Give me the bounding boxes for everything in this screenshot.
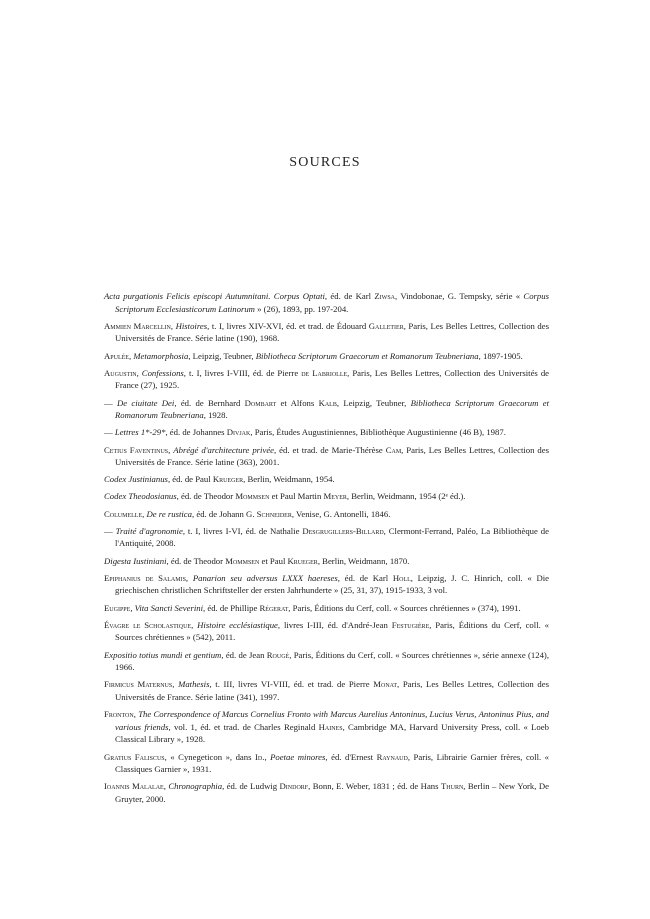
entry-author-text: Schneider [256, 508, 292, 519]
entry-text: , Leipzig, J. C. Hinrich, coll. « Die griechischen christlichen Schriftsteller der ersten Jahrhunderte » (25, 31, 37), 1915-1933, 3 vol. [115, 572, 549, 596]
entry-text: , éd. de Theodor [176, 491, 236, 502]
entry-author-text: Festugière [391, 619, 430, 630]
entry-title-text: Corpus Scriptorum Ecclesiasticorum Latinorum [115, 291, 549, 314]
source-entry [104, 508, 549, 521]
entry-author-text: Columelle [104, 508, 143, 519]
entry-text: , Paris, Librairie Garnier frères, coll. « Classiques Garnier », 1931. [115, 751, 550, 775]
entry-title-text: Histoire ecclésiastique [197, 619, 278, 630]
entry-text: , Paris, Éditions du Cerf, coll. « Sources chrétiennes », série annexe (124), 1966. [115, 649, 549, 673]
entry-author-text: Cam [385, 444, 402, 455]
entry-text: , Paris, Les Belles Lettres, Collection des Universités de France. Série latine (190), 1968. [115, 320, 550, 344]
sources-list [104, 290, 549, 810]
entry-text: , 1897-1905. [478, 350, 523, 361]
entry-author-text: Holl [392, 572, 411, 583]
entry-author-text: Ammien Marcellin [104, 320, 171, 331]
entry-title-text: Acta purgationis Felicis episcopi Autumnitani. Corpus Optati [104, 291, 325, 301]
entry-text: et Alfons [276, 397, 319, 408]
source-entry [104, 602, 549, 615]
entry-text: , [172, 679, 179, 690]
entry-text: et Paul Martin [269, 491, 324, 502]
source-entry [104, 350, 549, 363]
entry-author-text: Apulée [104, 350, 129, 361]
entry-author-text: Ioannis Malalae [104, 781, 164, 792]
entry-text: , éd. de Karl [324, 291, 375, 301]
entry-text: , [133, 709, 139, 720]
entry-author-text: Gratius Faliscus [104, 751, 165, 762]
entry-title-text: Lettres 1*-29* [114, 427, 166, 438]
source-entry [104, 473, 549, 486]
entry-title-text: De ciuitate Dei [117, 397, 175, 408]
source-entry [104, 751, 549, 776]
source-entry [104, 649, 549, 674]
entry-author-text: Divjak [226, 427, 251, 438]
entry-author-text: Firmicus Maternus [104, 679, 173, 690]
entry-text: , t. III, livres VI-VIII, éd. et trad. de Pierre [209, 679, 374, 690]
entry-text: , Clermont-Ferrand, Paléo, La Bibliothèque de l'Antiquité, 2008. [115, 525, 549, 549]
entry-text: , éd. d'Ernest [325, 751, 377, 762]
entry-title-text: Bibliotheca Scriptorum Graecorum et Romanorum Teubneriana [115, 397, 549, 421]
source-entry [104, 290, 549, 315]
entry-author-text: Mommsen [225, 555, 260, 566]
entry-text: , « Cynegeticon », dans [164, 751, 256, 762]
page-title: SOURCES [289, 155, 361, 170]
source-entry [104, 367, 549, 392]
entry-title-text: Panarion seu adversus LXXX haereses [192, 572, 338, 583]
entry-title-text: Metamorphosia [133, 350, 189, 361]
entry-author-text: Cetius Faventinus [104, 444, 169, 455]
source-entry [104, 555, 549, 568]
entry-title-text: Codex Justinianus [104, 474, 168, 485]
entry-text: — [104, 397, 117, 408]
entry-title-text: Codex Theodosianus [104, 491, 177, 502]
entry-text: , 1928. [203, 410, 228, 421]
source-entry [104, 525, 549, 550]
entry-text: , Berlin, Weidmann, 1954 (2ᵉ éd.). [346, 491, 466, 502]
entry-title-text: Vita Sancti Severini [134, 602, 204, 613]
entry-author-text: Dindorf [279, 781, 309, 792]
entry-author-text: de Labriolle [301, 367, 348, 378]
entry-text: , Venise, G. Antonelli, 1846. [291, 508, 391, 519]
entry-text: , Paris, Éditions du Cerf, coll. « Sources chrétiennes » (374), 1991. [288, 602, 521, 613]
entry-text: , [185, 572, 193, 583]
entry-text: , Leipzig, Teubner, [336, 397, 411, 408]
entry-text: , éd. de Ludwig [222, 781, 280, 792]
entry-text: , t. I, livres XIV-XVI, éd. et trad. de Édouard [207, 320, 369, 331]
source-entry [104, 426, 549, 439]
entry-text: , Paris, Éditions du Cerf, coll. « Sources chrétiennes » (542), 2011. [115, 619, 549, 643]
entry-title-text: Traité d'agronomie [115, 525, 183, 536]
source-entry [104, 397, 549, 422]
entry-author-text: Dombart [244, 397, 277, 408]
entry-author-text: Raynaud [376, 751, 408, 762]
entry-text: , Berlin, Weidmann, 1870. [317, 555, 410, 566]
entry-author-text: Krueger [212, 474, 244, 485]
entry-text: , Paris, Études Augustiniennes, Bibliothèque Augustinienne (46 B), 1987. [250, 427, 506, 438]
source-entry [104, 490, 549, 503]
entry-author-text: Galletier [368, 320, 404, 331]
entry-text: , Paris, Les Belles Lettres, Collection des Universités de France (27), 1925. [115, 367, 550, 391]
entry-text: — [104, 427, 115, 438]
entry-title-text: Confessions [141, 367, 184, 378]
entry-text: » (26), 1893, pp. 197-204. [254, 303, 349, 314]
entry-text: , [170, 320, 176, 331]
entry-text: , éd. de Jean [221, 649, 267, 660]
entry-title-text: Mathesis [178, 679, 210, 690]
entry-text: , [128, 350, 134, 361]
source-entry [104, 708, 549, 746]
entry-title-text: The Correspondence of Marcus Cornelius Fronto with Marcus Aurelius Antoninus, Lucius Verus, Antoninus Pius, and various friends [115, 709, 550, 732]
entry-text: , éd. de Paul [167, 474, 213, 485]
source-entry [104, 572, 549, 597]
entry-title-text: Chronographia [168, 781, 223, 792]
entry-author-text: Monat [373, 679, 397, 690]
entry-title-text: De re rustica [146, 508, 192, 519]
entry-text: , [163, 781, 169, 792]
entry-text: , [191, 619, 198, 630]
entry-author-text: Eugippe [104, 602, 131, 613]
entry-text: , éd. et trad. de Marie-Thérèse [274, 444, 386, 455]
entry-author-text: Régerat [259, 602, 289, 613]
entry-text: , Paris, Les Belles Lettres, Collection des Universités de France. Série latine (363), 2001. [115, 444, 550, 468]
entry-text: , [168, 444, 174, 455]
source-entry [104, 678, 549, 703]
entry-text: , t. I, livres I-VI, éd. de Nathalie [182, 525, 303, 536]
entry-author-text: Kalb [318, 397, 337, 408]
entry-text: , [264, 751, 271, 762]
entry-text: , vol. 1, éd. et trad. de Charles Reginald [168, 721, 319, 732]
entry-author-text: Epiphanius de Salamis [104, 572, 186, 583]
source-entry [104, 444, 549, 469]
entry-text: , [130, 602, 135, 613]
entry-author-text: Mommsen [235, 491, 270, 502]
entry-author-text: Augustin [104, 367, 137, 378]
entry-author-text: Fronton [104, 709, 134, 720]
entry-text: , [142, 508, 147, 519]
entry-author-text: Rougé [266, 649, 290, 660]
source-entry [104, 320, 549, 345]
source-entry [104, 619, 549, 644]
entry-title-text: Digesta Iustiniani [104, 555, 167, 566]
entry-text: et Paul [259, 555, 288, 566]
entry-text: , Paris, Les Belles Lettres, Collection des Universités de France. Série latine (341), 1997. [115, 679, 550, 702]
entry-text: , Berlin – New York, De Gruyter, 2000. [115, 781, 549, 804]
entry-text: , Bonn, E. Weber, 1831 ; éd. de Hans [308, 781, 441, 792]
entry-text: , Cambridge MA, Harvard University Press, coll. « Loeb Classical Library », 1928. [115, 721, 549, 745]
entry-text: , éd. de Karl [337, 572, 393, 583]
entry-author-text: Haines [318, 721, 343, 732]
entry-text: , Leipzig, Teubner, [188, 350, 256, 361]
source-entry [104, 780, 549, 805]
entry-author-text: Meyer [323, 491, 347, 502]
entry-title-text: Expositio totius mundi et gentium [104, 649, 222, 660]
entry-text: , éd. de Johannes [165, 427, 227, 438]
entry-title-text: Abrégé d'architecture privée [173, 444, 275, 455]
entry-author-text: Thurn [440, 781, 464, 792]
entry-text: , éd. de Theodor [166, 555, 226, 566]
entry-text: — [104, 525, 116, 536]
entry-author-text: Évagre le Scholastique [104, 619, 192, 630]
entry-author-text: Ziwsa [374, 291, 396, 301]
entry-title-text: Poetae minores [270, 751, 326, 762]
entry-text: , éd. de Phillipe [203, 602, 260, 613]
entry-author-text: Desgrugillers-Billard [302, 525, 384, 536]
entry-text: , t. I, livres I-VIII, éd. de Pierre [183, 367, 302, 378]
entry-text: , éd. de Johann G. [192, 508, 257, 519]
entry-author-text: Krueger [287, 555, 318, 566]
entry-text: , livres I-III, éd. d'André-Jean [277, 619, 392, 630]
entry-text: , Vindobonae, G. Tempsky, série « [395, 291, 524, 301]
entry-text: , Berlin, Weidmann, 1954. [243, 474, 335, 485]
entry-title-text: Bibliotheca Scriptorum Graecorum et Romanorum Teubneriana [255, 350, 479, 361]
entry-title-text: Histoires [175, 320, 208, 331]
entry-text: , [136, 367, 142, 378]
entry-author-text: Id. [255, 751, 265, 762]
entry-text: , éd. de Bernhard [174, 397, 245, 408]
